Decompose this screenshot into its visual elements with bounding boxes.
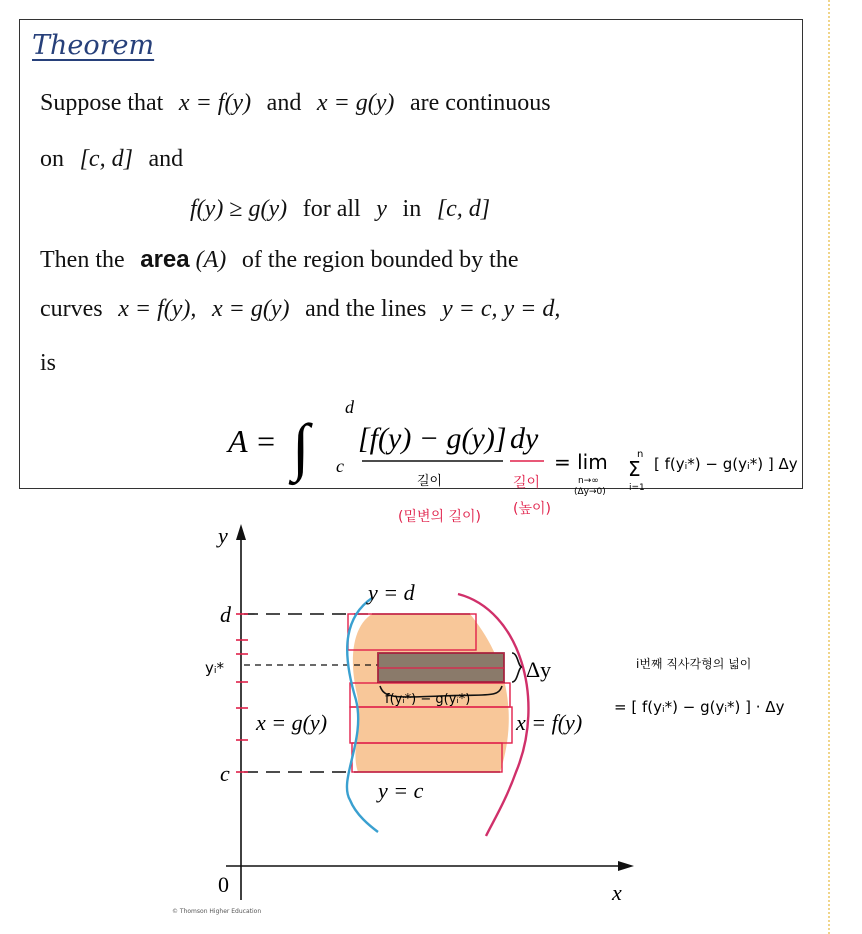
figure-credit: © Thomson Higher Education: [172, 908, 262, 915]
eq-x-f-2: x = f(y),: [118, 296, 197, 322]
label-x-g: x = g(y): [256, 710, 328, 735]
text-suppose: Suppose that: [40, 90, 164, 116]
theorem-line-6: is: [40, 350, 57, 376]
formula-lhs: A =: [228, 423, 277, 459]
x-axis-label: x: [612, 880, 622, 905]
annot-rect-area-expr: = [ f(yᵢ*) − g(yᵢ*) ] · Δy: [614, 698, 785, 716]
x-axis-arrow: [618, 861, 634, 871]
eq-x-g: x = g(y): [316, 90, 395, 116]
annot-height: (높이): [513, 501, 551, 517]
eq-x-f: x = f(y): [178, 90, 252, 116]
origin-label: 0: [218, 872, 229, 897]
integral-lower: c: [336, 456, 344, 476]
text-and-2: and: [148, 146, 184, 172]
y-axis-label: y: [218, 523, 228, 548]
theorem-title: Theorem: [32, 30, 155, 61]
annot-sum-expr: [ f(yᵢ*) − g(yᵢ*) ] Δy: [654, 455, 798, 473]
interval-cd-2: [c, d]: [436, 196, 491, 222]
y-axis-red-ticks: [236, 614, 248, 772]
tick-d: d: [220, 602, 231, 627]
tick-yi-star: yᵢ*: [205, 659, 225, 677]
integral-sign: ∫: [292, 411, 310, 482]
annot-base-length: (밑변의 길이): [398, 509, 481, 525]
eq-lines: y = c, y = d,: [441, 296, 561, 322]
y-axis-arrow: [236, 524, 246, 540]
label-y-c: y = c: [378, 778, 424, 803]
interval-cd: [c, d]: [79, 146, 133, 172]
text-curves: curves: [40, 296, 103, 322]
formula-dy: dy: [510, 422, 539, 455]
text-and: and: [266, 90, 302, 116]
annot-limit-sub: n→∞: [578, 476, 599, 486]
text-area-bold: area: [140, 246, 190, 273]
label-y-d: y = d: [368, 580, 415, 605]
annot-rect-length: f(yᵢ*) − g(yᵢ*): [385, 692, 471, 707]
symbol-A: (A): [195, 247, 227, 273]
annot-sum-bottom: i=1: [629, 483, 645, 493]
annot-sum-top: n: [637, 449, 644, 460]
text-on: on: [40, 146, 64, 172]
annot-dy-length: 길이: [513, 475, 541, 491]
text-in: in: [402, 196, 422, 222]
eq-x-g-2: x = g(y): [211, 296, 290, 322]
text-then: Then the: [40, 247, 125, 273]
text-for-all: for all: [302, 196, 361, 222]
annot-length: 길이: [417, 474, 443, 489]
var-y: y: [376, 196, 387, 222]
text-continuous: are continuous: [410, 90, 551, 116]
annot-limit-sub2: (Δy→0): [574, 487, 606, 497]
annot-rect-area-label: i번째 직사각형의 넓이: [636, 657, 752, 671]
label-x-f: x = f(y): [516, 710, 583, 735]
text-region: of the region bounded by the: [241, 247, 519, 273]
annot-sigma: Σ: [628, 457, 641, 481]
annot-limit: = lim: [554, 450, 608, 474]
delta-y-label: Δy: [526, 657, 552, 682]
integral-upper: d: [345, 397, 354, 417]
integrand: [f(y) − g(y)]: [358, 422, 507, 455]
inequality: f(y) ≥ g(y): [190, 196, 288, 222]
tick-c: c: [220, 761, 230, 786]
text-and-lines: and the lines: [305, 296, 427, 322]
